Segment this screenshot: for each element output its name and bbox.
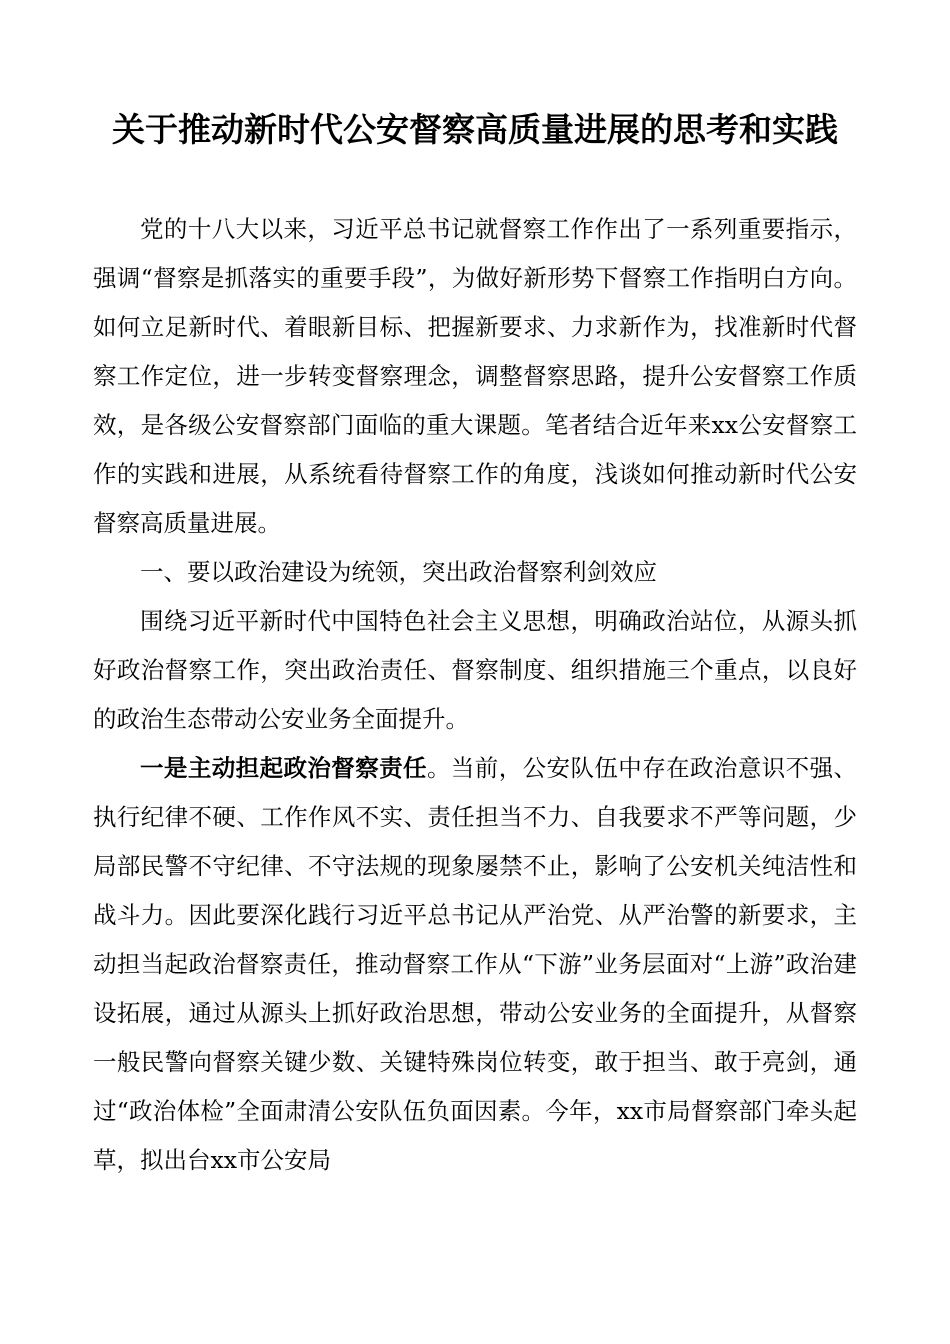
document-body [93,205,857,1185]
section-1-summary-paragraph: 围绕习近平新时代中国特色社会主义思想，明确政治站位，从源头抓好政治督察工作，突出政治责任、督察制度、组织措施三个重点，以良好的政治生态带动公安业务全面提升。 [93,607,857,733]
point-1-lead: 一是主动担起政治督察责任 [140,754,427,782]
document-title: 关于推动新时代公安督察高质量进展的思考和实践 [112,110,838,149]
intro-paragraph: 党的十八大以来，习近平总书记就督察工作作出了一系列重要指示，强调“督察是抓落实的重要手段”，为做好新形势下督察工作指明白方向。如何立足新时代、着眼新目标、把握新要求、力求新作为，找准新时代督察工作定位，进一步转变督察理念，调整督察思路，提升公安督察工作质效，是各级公安督察部门面临的重大课题。笔者结合近年来xx公安督察工作的实践和进展，从系统看待督察工作的角度，浅谈如何推动新时代公安督察高质量进展。 [93,215,857,537]
section-heading-1: 一、要以政治建设为统领，突出政治督察利剑效应 [140,558,657,586]
section-1-point-1-paragraph [93,744,857,1185]
point-1-text: 。当前，公安队伍中存在政治意识不强、执行纪律不硬、工作作风不实、责任担当不力、自我要求不严等问题，少局部民警不守纪律、不守法规的现象屡禁不止，影响了公安机关纯洁性和战斗力。因此要深化践行习近平总书记从严治党、从严治警的新要求，主动担当起政治督察责任，推动督察工作从“下游”业务层面对“上游”政治建设拓展，通过从源头上抓好政治思想，带动公安业务的全面提升，从督察一般民警向督察关键少数、关键特殊岗位转变，敢于担当、敢于亮剑，通过“政治体检”全面肃清公安队伍负面因素。今年，xx市局督察部门牵头起草，拟出台xx市公安局 [93,754,858,1174]
